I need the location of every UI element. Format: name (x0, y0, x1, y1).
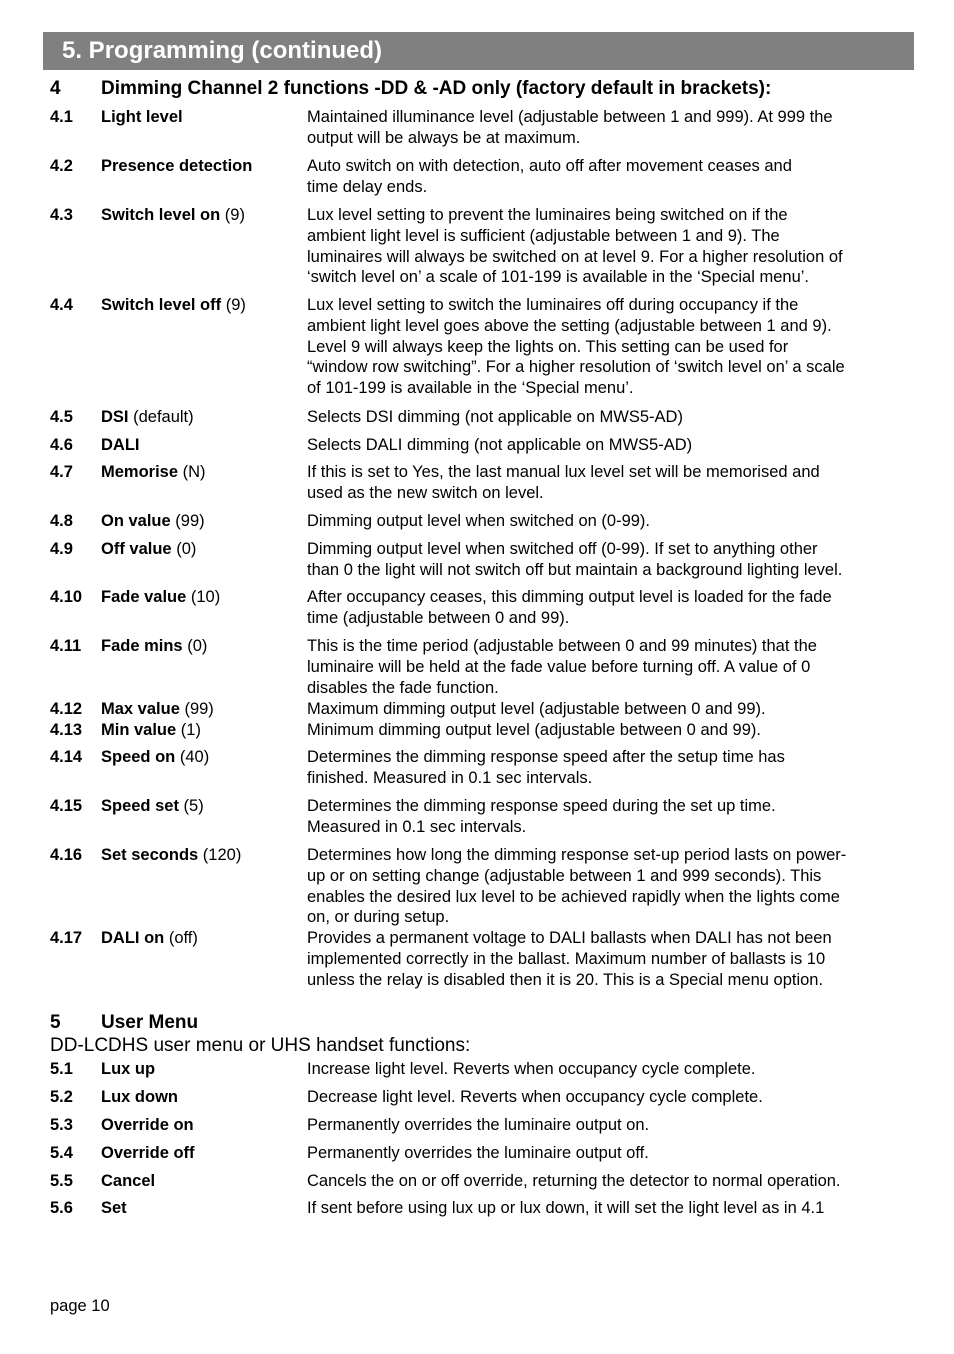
item-default: (N) (178, 463, 206, 481)
description-line: finished. Measured in 0.1 sec intervals. (307, 768, 593, 787)
section-5-subtitle: DD-LCDHS user menu or UHS handset functions: (50, 1035, 471, 1056)
item-label: Memorise (101, 463, 179, 481)
item-label: Presence detection (101, 157, 253, 175)
description-line: Determines how long the dimming response set-up period lasts on power- (307, 846, 847, 864)
item-description (307, 1198, 907, 1219)
item-name (101, 747, 209, 768)
item-name (101, 1115, 194, 1136)
item-label: Switch level off (101, 296, 222, 314)
item-number: 5.1 (50, 1060, 73, 1078)
item-description (307, 1171, 907, 1192)
item-label: On value (101, 512, 171, 530)
item-number: 5.5 (50, 1172, 73, 1190)
item-number: 4.11 (50, 637, 82, 655)
item-name (101, 107, 183, 128)
item-name (101, 1198, 127, 1219)
item-default: (99) (179, 700, 214, 718)
description-line: If this is set to Yes, the last manual lux level set will be memorised and (307, 463, 820, 481)
description-line: Decrease light level. Reverts when occupancy cycle complete. (307, 1088, 763, 1106)
item-name (101, 845, 241, 866)
item-name (101, 1087, 178, 1108)
description-line: on, or during setup. (307, 908, 450, 927)
item-default: (99) (170, 512, 205, 530)
description-line: of 101-199 is available in the ‘Special menu’. (307, 379, 634, 398)
description-line: Dimming output level when switched off (0-99). If set to anything other (307, 540, 818, 558)
item-description (307, 845, 907, 928)
description-line: Lux level setting to switch the luminaires off during occupancy if the (307, 296, 799, 314)
item-number: 4.6 (50, 436, 73, 454)
description-line: Level 9 will always keep the lights on. This setting can be used for (307, 337, 789, 356)
item-number: 4.1 (50, 108, 73, 126)
item-label: Off value (101, 540, 172, 558)
item-number: 4.14 (50, 748, 83, 766)
item-name (101, 928, 198, 949)
item-number: 4.16 (50, 846, 83, 864)
item-name (101, 699, 214, 720)
item-default: (0) (182, 637, 208, 655)
item-label: Set seconds (101, 846, 199, 864)
item-description (307, 205, 907, 288)
item-description (307, 435, 907, 456)
item-description (307, 156, 907, 198)
item-name (101, 636, 207, 657)
item-description (307, 107, 907, 149)
item-label: Min value (101, 721, 177, 739)
item-description (307, 1087, 907, 1108)
item-number: 4.15 (50, 797, 83, 815)
description-line: After occupancy ceases, this dimming output level is loaded for the fade (307, 588, 832, 606)
description-line: Selects DALI dimming (not applicable on MWS5-AD) (307, 436, 693, 454)
item-label: Lux down (101, 1088, 178, 1106)
item-label: Set (101, 1199, 127, 1217)
description-line: time delay ends. (307, 177, 428, 196)
item-description (307, 539, 907, 581)
description-line: Selects DSI dimming (not applicable on MWS5-AD) (307, 408, 683, 426)
description-line: ambient light level goes above the setting (adjustable between 1 and 9). (307, 316, 832, 335)
item-description (307, 747, 907, 789)
item-label: Speed on (101, 748, 176, 766)
description-line: Minimum dimming output level (adjustable between 0 and 99). (307, 721, 761, 739)
description-line: than 0 the light will not switch off but maintain a background lighting level. (307, 560, 843, 579)
item-label: DSI (101, 408, 129, 426)
item-number: 4.9 (50, 540, 73, 558)
item-label: DALI on (101, 929, 165, 947)
item-default: (default) (128, 408, 194, 426)
item-label: Fade mins (101, 637, 183, 655)
description-line: enables the desired lux level to be achieved rapidly when the lights come (307, 887, 840, 906)
description-line: output will be always be at maximum. (307, 128, 581, 147)
description-line: implemented correctly in the ballast. Maximum number of ballasts is 10 (307, 949, 826, 968)
description-line: Determines the dimming response speed during the set up time. (307, 797, 776, 815)
description-line: disables the fade function. (307, 678, 499, 697)
item-name (101, 205, 245, 226)
item-default: (9) (221, 296, 246, 314)
item-name (101, 1143, 195, 1164)
item-number: 4.17 (50, 929, 83, 947)
description-line: Provides a permanent voltage to DALI ballasts when DALI has not been (307, 929, 832, 947)
item-number: 4.13 (50, 721, 83, 739)
item-number: 4.3 (50, 206, 73, 224)
description-line: Maximum dimming output level (adjustable between 0 and 99). (307, 700, 766, 718)
page-number: page 10 (50, 1297, 110, 1315)
item-number: 4.8 (50, 512, 73, 530)
item-description (307, 928, 907, 990)
item-name (101, 539, 196, 560)
description-line: unless the relay is disabled then it is 20. This is a Special menu option. (307, 970, 824, 989)
item-name (101, 796, 204, 817)
description-line: luminaire will be held at the fade value before turning off. A value of 0 (307, 657, 811, 676)
item-default: (0) (171, 540, 197, 558)
item-label: Override off (101, 1144, 195, 1162)
item-description (307, 295, 907, 399)
item-default: (9) (220, 206, 245, 224)
item-number: 5.3 (50, 1116, 73, 1134)
item-label: Switch level on (101, 206, 221, 224)
item-default: (off) (164, 929, 198, 947)
item-default: (1) (176, 721, 201, 739)
item-name (101, 587, 220, 608)
description-line: ambient light level is sufficient (adjustable between 1 and 9). The (307, 226, 780, 245)
item-label: Speed set (101, 797, 179, 815)
description-line: Cancels the on or off override, returning the detector to normal operation. (307, 1172, 841, 1190)
item-number: 4.2 (50, 157, 73, 175)
item-name (101, 720, 201, 741)
item-name (101, 435, 140, 456)
description-line: up or on setting change (adjustable between 1 and 999 seconds). This (307, 866, 822, 885)
item-description (307, 636, 907, 698)
item-name (101, 407, 194, 428)
item-label: Fade value (101, 588, 187, 606)
item-number: 5.2 (50, 1088, 73, 1106)
description-line: ‘switch level on’ a scale of 101-199 is available in the ‘Special menu’. (307, 268, 810, 287)
description-line: used as the new switch on level. (307, 483, 544, 502)
page-title: 5. Programming (continued) (62, 37, 383, 64)
item-name (101, 462, 206, 483)
item-description (307, 1059, 907, 1080)
item-label: Override on (101, 1116, 194, 1134)
description-line: “window row switching”. For a higher resolution of ‘switch level on’ a scale (307, 358, 845, 377)
section-5-title: User Menu (101, 1012, 199, 1033)
item-description (307, 1143, 907, 1164)
item-number: 4.4 (50, 296, 73, 314)
item-description (307, 699, 907, 720)
description-line: Lux level setting to prevent the luminaires being switched on if the (307, 206, 788, 224)
section-5-number: 5 (50, 1012, 61, 1033)
description-line: Determines the dimming response speed after the setup time has (307, 748, 785, 766)
item-number: 5.4 (50, 1144, 73, 1162)
section-4-title: Dimming Channel 2 functions -DD & -AD only (factory default in brackets): (101, 78, 772, 99)
item-label: Light level (101, 108, 183, 126)
item-name (101, 295, 246, 316)
section-banner (43, 32, 914, 70)
item-name (101, 156, 252, 177)
description-line: Auto switch on with detection, auto off after movement ceases and (307, 157, 792, 175)
item-name (101, 1171, 155, 1192)
item-description (307, 720, 907, 741)
description-line: time (adjustable between 0 and 99). (307, 608, 570, 627)
description-line: Maintained illuminance level (adjustable between 1 and 999). At 999 the (307, 108, 833, 126)
item-description (307, 462, 907, 504)
item-number: 4.5 (50, 408, 73, 426)
description-line: luminaires will always be switched on at level 9. For a higher resolution of (307, 247, 843, 266)
description-line: Permanently overrides the luminaire output off. (307, 1144, 649, 1162)
item-label: Lux up (101, 1060, 156, 1078)
item-number: 4.7 (50, 463, 73, 481)
item-label: DALI (101, 436, 140, 454)
item-default: (120) (198, 846, 242, 864)
section-4-number: 4 (50, 78, 61, 99)
description-line: Dimming output level when switched on (0-99). (307, 512, 650, 530)
item-description (307, 511, 907, 532)
item-description (307, 407, 907, 428)
description-line: If sent before using lux up or lux down, it will set the light level as in 4.1 (307, 1199, 825, 1217)
item-default: (40) (175, 748, 210, 766)
item-name (101, 511, 205, 532)
description-line: Permanently overrides the luminaire output on. (307, 1116, 650, 1134)
item-number: 4.10 (50, 588, 83, 606)
description-line: Measured in 0.1 sec intervals. (307, 817, 527, 836)
item-description (307, 796, 907, 838)
item-number: 5.6 (50, 1199, 73, 1217)
item-number: 4.12 (50, 700, 83, 718)
item-description (307, 1115, 907, 1136)
item-label: Cancel (101, 1172, 156, 1190)
item-description (307, 587, 907, 629)
item-default: (10) (186, 588, 221, 606)
item-name (101, 1059, 155, 1080)
item-default: (5) (178, 797, 204, 815)
description-line: This is the time period (adjustable between 0 and 99 minutes) that the (307, 637, 817, 655)
description-line: Increase light level. Reverts when occupancy cycle complete. (307, 1060, 756, 1078)
item-label: Max value (101, 700, 180, 718)
